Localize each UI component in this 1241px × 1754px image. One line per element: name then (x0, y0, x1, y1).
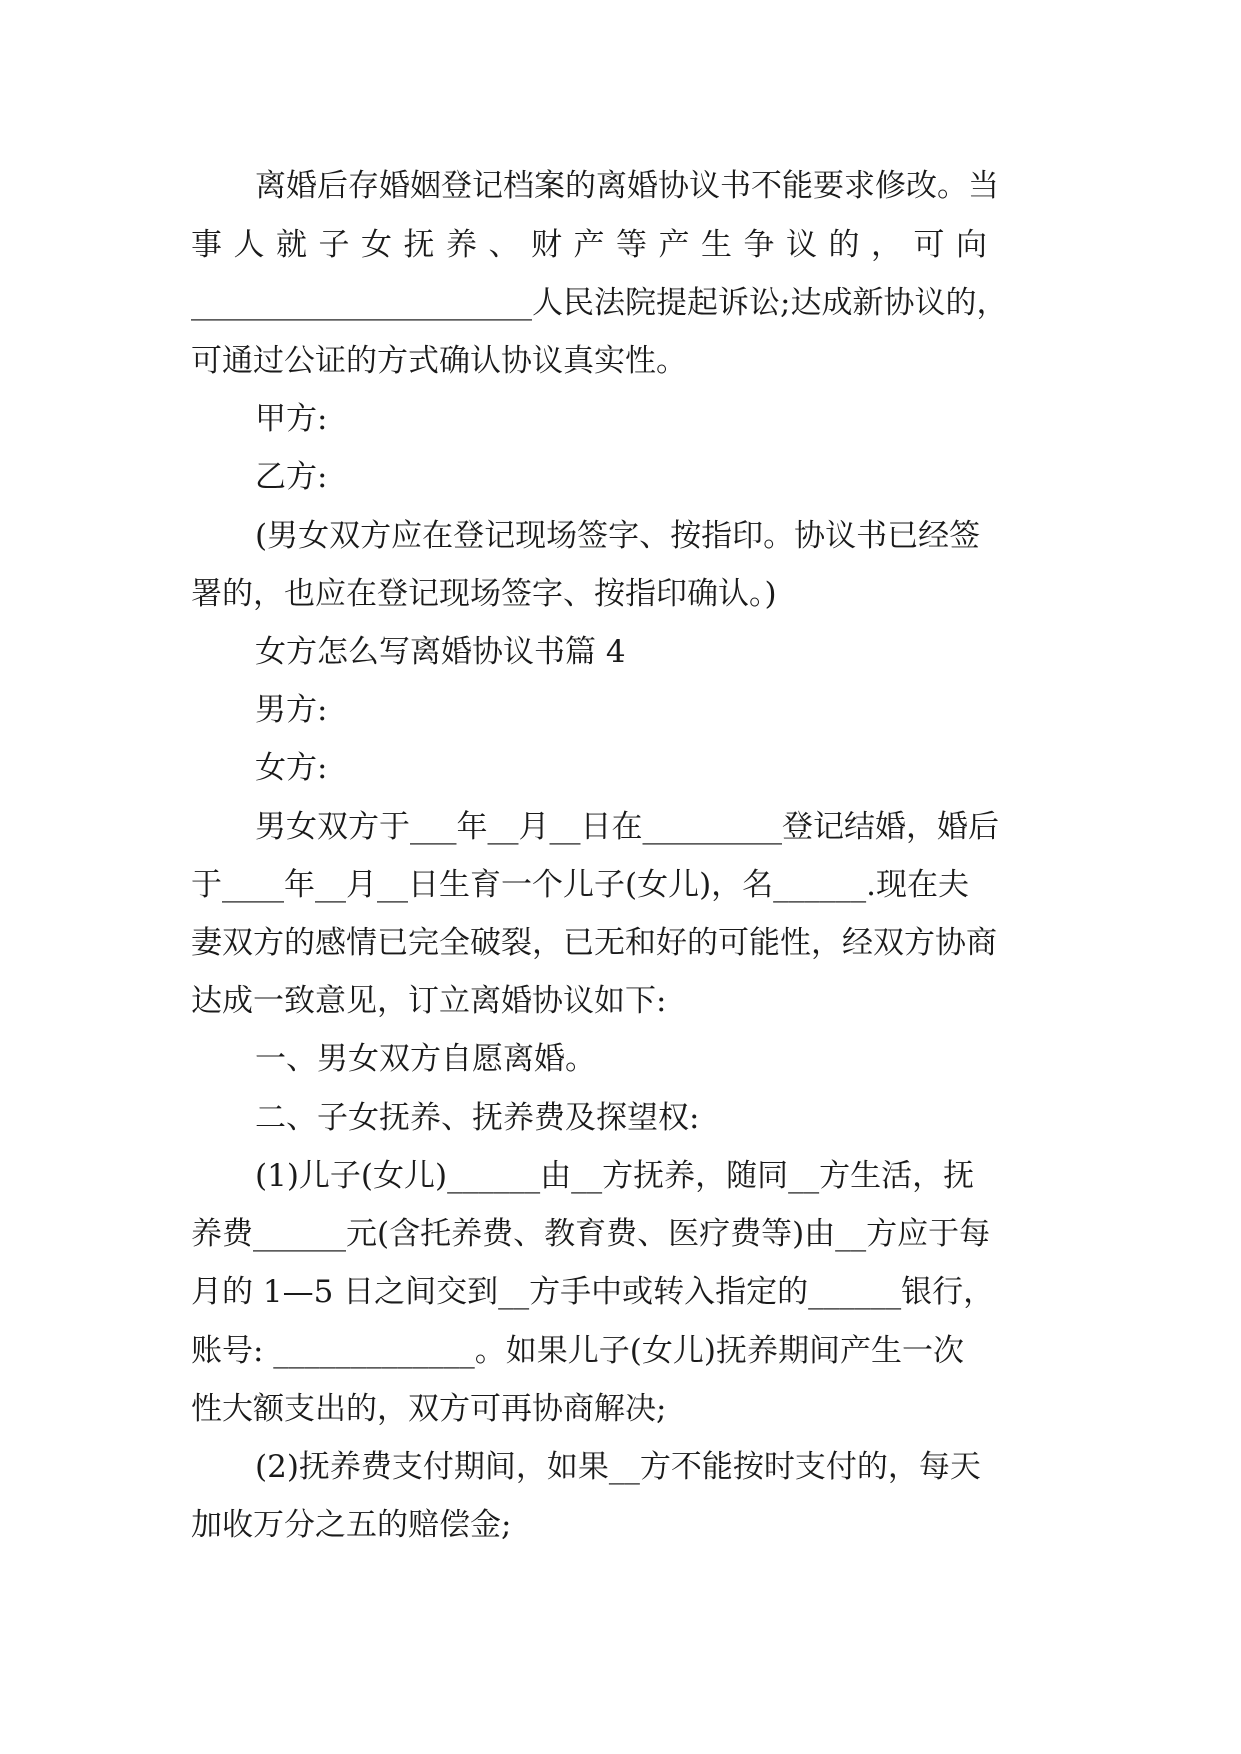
paragraph-line: 达成一致意见，订立离婚协议如下: (191, 983, 667, 1019)
paragraph-line: 养费______元(含托养费、教育费、医疗费等)由__方应于每 (191, 1216, 991, 1252)
paragraph-line: 账号: _____________。如果儿子(女儿)抚养期间产生一次 (191, 1333, 964, 1369)
paragraph-line: 男女双方于___年__月__日在_________登记结婚，婚后 (255, 809, 999, 845)
paragraph-line: (男女双方应在登记现场签字、按指印。协议书已经签 (255, 518, 981, 554)
paragraph-line: ______________________人民法院提起诉讼;达成新协议的， (191, 285, 1008, 321)
paragraph-line: 加收万分之五的赔偿金; (191, 1507, 512, 1543)
paragraph-line: 事人就子女抚养、财产等产生争议的，可向 (191, 227, 999, 263)
paragraph-line: 离婚后存婚姻登记档案的离婚协议书不能要求修改。当 (255, 168, 999, 204)
clause-item: 一、男女双方自愿离婚。 (255, 1041, 596, 1077)
paragraph-line: 妻双方的感情已完全破裂，已无和好的可能性，经双方协商 (191, 925, 997, 961)
paragraph-line: 月的 1—5 日之间交到__方手中或转入指定的______银行， (191, 1274, 995, 1310)
male-party-label: 男方: (255, 692, 328, 728)
paragraph-line: (2)抚养费支付期间，如果__方不能按时支付的，每天 (255, 1449, 981, 1485)
party-b-label: 乙方: (255, 459, 328, 495)
female-party-label: 女方: (255, 750, 328, 786)
paragraph-line: 可通过公证的方式确认协议真实性。 (191, 343, 687, 379)
party-a-label: 甲方: (255, 401, 328, 437)
clause-item: 二、子女抚养、抚养费及探望权: (255, 1100, 700, 1136)
paragraph-line: 署的，也应在登记现场签字、按指印确认。) (191, 576, 777, 612)
paragraph-line: 于____年__月__日生育一个儿子(女儿)，名______.现在夫 (191, 867, 970, 903)
paragraph-line: 性大额支出的，双方可再协商解决; (191, 1391, 667, 1427)
section-heading: 女方怎么写离婚协议书篇 4 (255, 634, 626, 670)
paragraph-line: (1)儿子(女儿)______由__方抚养，随同__方生活，抚 (255, 1158, 975, 1194)
